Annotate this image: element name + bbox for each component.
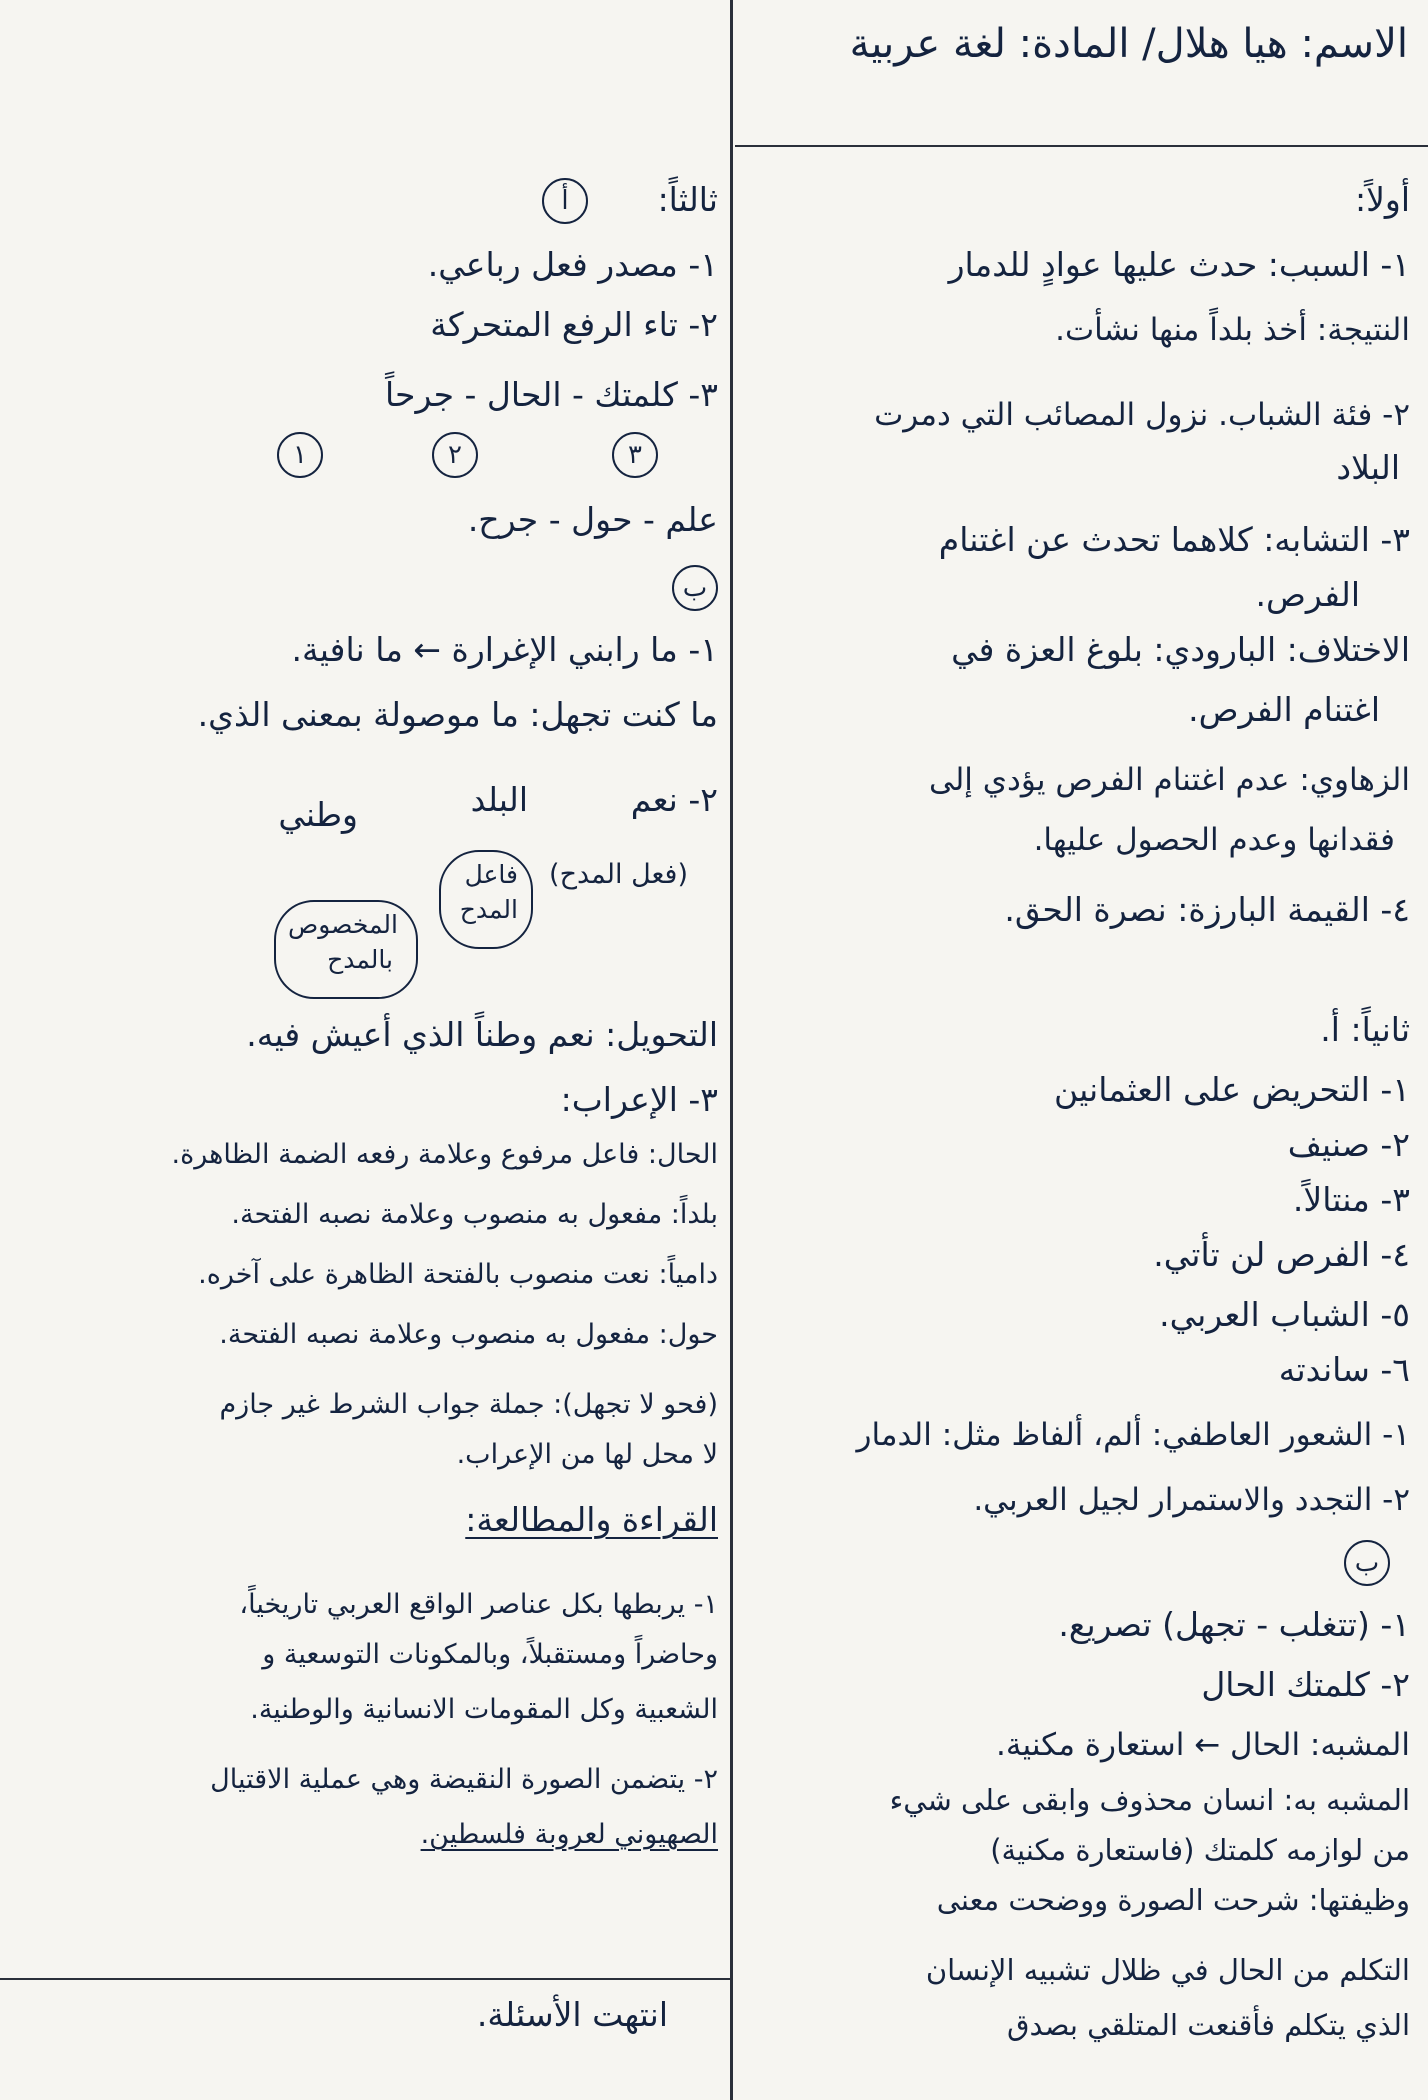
s1-line-11: ٤- القيمة البارزة: نصرة الحق. [1004,890,1410,929]
s3-line-13: حول: مفعول به منصوب وعلامة نصبه الفتحة. [219,1319,718,1350]
s2b-line-8: الذي يتكلم فأقنعت المتلقي بصدق [1007,2008,1410,2042]
end-of-questions: انتهت الأسئلة. [476,1995,668,2034]
s2b-line-2: ٢- كلمتك الحال [1201,1665,1410,1704]
s4-line-4: ٢- يتضمن الصورة النقيضة وهي عملية الاقتيال [210,1764,718,1795]
s3-watani-word: وطني [278,795,358,834]
s2-line-3: ٣- منتالاً. [1292,1180,1410,1219]
s4-line-5: الصهيوني لعروبة فلسطين. [420,1819,718,1850]
s3-makhsus-label-2: بالمدح [327,945,393,974]
s1-line-10: فقدانها وعدم الحصول عليها. [1033,822,1395,858]
s3-fiil-almadh-label: (فعل المدح) [549,859,688,890]
s3-line-14: (فحو لا تجهل): جملة جواب الشرط غير جازم [219,1389,718,1420]
section-1-title: أولاً: [1354,180,1410,219]
s2b-line-1: ١- (تتغلب - تجهل) تصريع. [1058,1605,1410,1644]
s1-line-5: ٣- التشابه: كلاهما تحدث عن اغتنام [938,520,1410,559]
section-4-title: القراءة والمطالعة: [465,1500,718,1539]
s1-line-7: الاختلاف: البارودي: بلوغ العزة في [951,630,1410,669]
header [708,10,1408,80]
s2-line-5: ٥- الشباب العربي. [1159,1295,1410,1334]
left-column [18,170,718,2090]
s1-line-3: ٢- فئة الشباب. نزول المصائب التي دمرت [874,397,1410,433]
s4-line-3: الشعبية وكل المقومات الانسانية والوطنية. [250,1694,718,1725]
section-3b-circle-label: ب [672,565,718,611]
s2b-line-5: من لوازمه كلمتك (فاستعارة مكنية) [990,1833,1410,1867]
s2-line-4: ٤- الفرص لن تأتي. [1153,1235,1410,1274]
s1-line-4: البلاد [1336,448,1400,487]
s1-line-1: ١- السبب: حدث عليها عوادٍ للدمار [948,245,1410,284]
student-name-subject: الاسم: هيا هلال/ المادة: لغة عربية [849,21,1408,67]
s3-makhsus-label-1: المخصوص [288,910,398,939]
s3-faail-label-1: فاعل [464,860,518,889]
s2b-line-4: المشبه به: انسان محذوف وابقى على شيء [889,1783,1410,1817]
s3-line-8: التحويل: نعم وطناً الذي أعيش فيه. [246,1015,718,1054]
s3-line-9: ٣- الإعراب: [560,1080,718,1119]
s1-line-2: النتيجة: أخذ بلداً منها نشأت. [1055,312,1410,348]
s3-number-1: ١ [277,432,323,478]
s3-line-12: دامياً: نعت منصوب بالفتحة الظاهرة على آخره. [198,1259,718,1290]
s3-line-5: ١- ما رابني الإغرارة ← ما نافية. [291,630,718,669]
section-3-title: ثالثاً: [657,180,718,219]
s4-line-1: ١- يربطها بكل عناصر الواقع العربي تاريخياً، [239,1589,718,1620]
s3-line-2: ٢- تاء الرفع المتحركة [430,305,718,344]
s3-line-1: ١- مصدر فعل رباعي. [427,245,718,284]
section-3a-circle-label: أ [542,178,588,224]
s3-line-15: لا محل لها من الإعراب. [456,1439,718,1470]
section-2-title: ثانياً: أ. [1320,1010,1410,1049]
s1-line-6: الفرص. [1255,575,1360,614]
s3-nima-word: ٢- نعم [630,780,718,819]
s3-number-3: ٣ [612,432,658,478]
s3-number-2: ٢ [432,432,478,478]
s2-line-2: ٢- صنيف [1287,1125,1410,1164]
s3-line-3: ٣- كلمتك - الحال - جرحاً [384,375,718,414]
s2-line-8: ٢- التجدد والاستمرار لجيل العربي. [973,1482,1410,1518]
header-divider [735,145,1428,147]
s4-line-2: وحاضراً ومستقبلاً، وبالمكونات التوسعية و [262,1639,718,1670]
s3-line-4: علم - حول - جرح. [467,500,718,539]
s3-albalad-word: البلد [470,780,528,819]
right-column [720,170,1410,2090]
s3-line-10: الحال: فاعل مرفوع وعلامة رفعه الضمة الظاهرة. [171,1139,718,1170]
s2b-line-6: وظيفتها: شرحت الصورة ووضحت معنى [936,1883,1410,1917]
s2-line-6: ٦- ساندته [1278,1350,1410,1389]
s1-line-8: اغتنام الفرص. [1188,690,1380,729]
s3-line-11: بلداً: مفعول به منصوب وعلامة نصبه الفتحة. [231,1199,718,1230]
s3-faail-label-2: المدح [459,895,518,924]
s2b-line-3: المشبه: الحال ← استعارة مكنية. [996,1727,1410,1763]
s1-line-9: الزهاوي: عدم اغتنام الفرص يؤدي إلى [929,762,1410,798]
section-2b-circle-label: ب [1344,1540,1390,1586]
s3-line-6: ما كنت تجهل: ما موصولة بمعنى الذي. [197,695,718,734]
s2-line-1: ١- التحريض على العثمانين [1053,1070,1410,1109]
s2-line-7: ١- الشعور العاطفي: ألم، ألفاظ مثل: الدمار [856,1417,1410,1453]
s2b-line-7: التكلم من الحال في ظلال تشبيه الإنسان [925,1953,1410,1987]
